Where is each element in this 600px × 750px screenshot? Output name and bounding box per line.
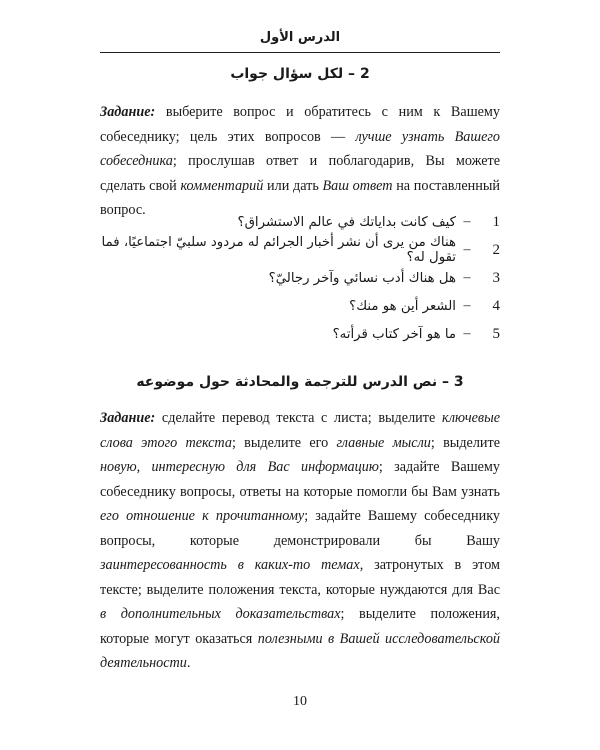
question-number: 3	[492, 269, 500, 286]
section-2-task	[100, 100, 500, 223]
list-item	[100, 208, 500, 236]
question-dash: –	[463, 298, 471, 313]
plain-text: на поставленный вопрос.	[100, 177, 500, 218]
question-text: ما هو آخر كتاب قرأته؟	[332, 326, 456, 342]
list-item	[100, 236, 500, 264]
page-number: 10	[293, 694, 307, 709]
question-dash: –	[463, 326, 471, 341]
plain-text: , затронутых в этом тексте; выделите положения текста, которые нуждаются для Вас	[100, 557, 500, 598]
section-3-title: 3 – نص الدرس للترجمة والمحادثة حول موضوعه	[136, 374, 464, 390]
emphasis-text: его отношение к прочитанному	[100, 508, 305, 524]
question-number: 2	[492, 241, 500, 258]
question-dash: –	[463, 242, 471, 257]
task-label: Задание:	[100, 410, 156, 426]
question-text: هناك من يرى أن نشر أخبار الجرائم له مردود سلبيّ اجتماعيًا، فما تقول له؟	[101, 235, 456, 265]
plain-text: ; задайте Вашему собеседнику вопросы, которые демонстрировали бы Вашу	[100, 508, 500, 549]
emphasis-text: лучше узнать Вашего собеседника	[100, 128, 500, 169]
emphasis-text: полезными в Вашей исследовательской деятельности	[100, 630, 501, 671]
task-label: Задание:	[100, 104, 156, 120]
plain-text: выберите вопрос и обратитесь с ним к Вашему собеседнику; цель этих вопросов —	[100, 104, 500, 145]
emphasis-text: заинтересованность в каких-то темах	[100, 557, 360, 573]
emphasis-text: ключевые слова этого текста	[100, 410, 500, 451]
plain-text: сделайте перевод текста с листа; выделите	[155, 410, 442, 426]
plain-text: ; выделите его	[231, 434, 337, 451]
question-number: 1	[492, 213, 500, 230]
plain-text: или дать	[263, 177, 323, 194]
emphasis-text: в дополнительных доказательствах	[100, 606, 341, 622]
plain-text: ; задайте Вашему собеседнику вопросы, ответы на которые помогли бы Вам узнать	[100, 459, 500, 500]
question-dash: –	[463, 270, 471, 285]
question-list	[100, 208, 500, 348]
section-2-title: 2 – لكل سؤال جواب	[230, 66, 370, 82]
question-dash: –	[463, 214, 471, 229]
question-text: الشعر أين هو منك؟	[349, 298, 456, 314]
running-head: الدرس الأول	[259, 30, 341, 45]
plain-text: .	[186, 655, 191, 671]
emphasis-text: комментарий	[180, 177, 264, 194]
emphasis-text: главные мысли	[336, 434, 431, 451]
emphasis-text: новую, интересную для Вас информацию	[100, 459, 379, 475]
task-text	[100, 410, 500, 671]
list-item	[100, 292, 500, 320]
question-text: كيف كانت بداياتك في عالم الاستشراق؟	[237, 214, 456, 230]
task-text	[100, 104, 500, 218]
question-text: هل هناك أدب نسائي وآخر رجاليّ؟	[268, 270, 456, 286]
list-item	[100, 264, 500, 292]
plain-text: ; выделите положения, которые могут оказаться	[100, 606, 500, 647]
question-number: 4	[492, 297, 500, 314]
header-rule	[100, 52, 500, 53]
plain-text: ; выделите	[430, 434, 500, 451]
section-3-task	[100, 406, 500, 676]
emphasis-text: Ваш ответ	[322, 177, 393, 194]
question-number: 5	[492, 325, 500, 342]
plain-text: ; прослушав ответ и поблагодарив, Вы можете сделать свой	[100, 153, 500, 194]
list-item	[100, 320, 500, 348]
